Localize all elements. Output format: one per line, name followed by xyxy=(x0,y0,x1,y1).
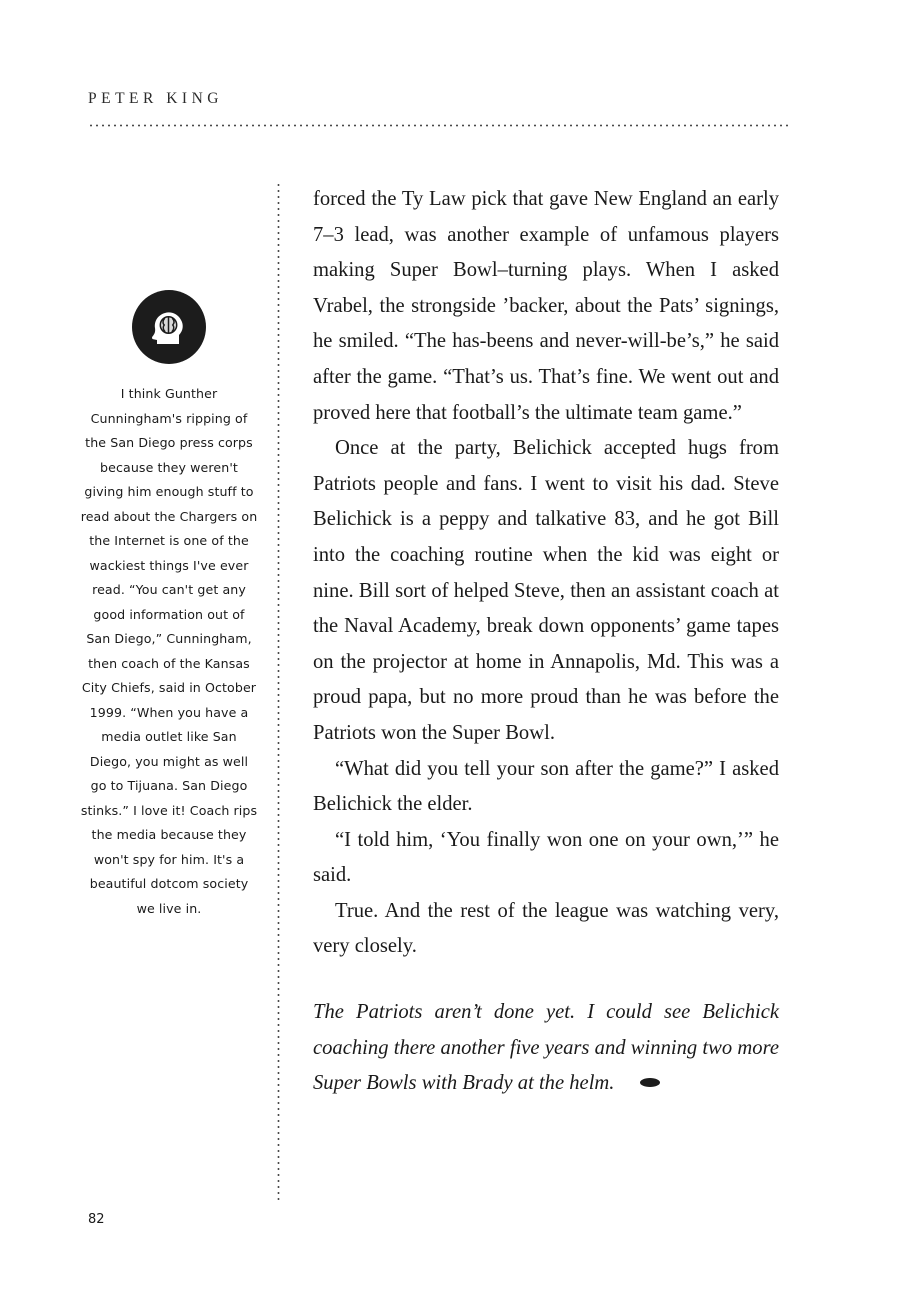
body-paragraph: Once at the party, Belichick accepted hugs from Patriots people and fans. I went to visit his dad. Steve Belichick is a peppy and talkative 83, and he got Bill into the coaching routine when the kid was eight or nine. Bill sort of helped Steve, then an assistant coach at the Naval Academy, break down opponents’ game tapes on the projector at home in Annapolis, Md. This was a proud papa, but no more proud than he was before the Patriots won the Super Bowl. xyxy=(313,437,779,744)
body-paragraph: “I told him, ‘You finally won one on your own,’” he said. xyxy=(313,828,779,887)
page-number: 82 xyxy=(88,1212,105,1227)
brain-head-icon xyxy=(132,290,206,364)
running-head xyxy=(88,90,788,108)
body-paragraph: “What did you tell your son after the game?” I asked Belichick the elder. xyxy=(313,757,779,816)
column-dotted-divider xyxy=(277,182,280,1200)
end-of-article-mark xyxy=(640,1078,660,1087)
body-paragraph: True. And the rest of the league was watching very, very closely. xyxy=(313,899,779,958)
body-paragraph: forced the Ty Law pick that gave New England an early 7–3 lead, was another example of unfamous players making Super Bowl–turning plays. When I asked Vrabel, the strongside ’backer, about the Pats’ signings, he smiled. “The has-beens and never-will-be’s,” he said after the game. “That’s us. That’s fine. We went out and proved here that football’s the ultimate team game.” xyxy=(313,188,779,424)
main-text-column xyxy=(313,182,779,1102)
closing-italic-note xyxy=(313,995,779,1102)
sidebar-note-text: I think Gunther Cunningham's ripping of the San Diego press corps because they weren't giving him enough stuff to read about the Chargers on the Internet is one of the wackiest things I've ever read. “You can't get any good information out of San Diego,” Cunningham, then coach of the Kansas City Chiefs, said in October 1999. “When you have a media outlet like San Diego, you might as well go to Tijuana. San Diego stinks.” I love it! Coach rips the media because they won't spy for him. It's a beautiful dotcom society we live in. xyxy=(80,386,258,916)
closing-italic-text: The Patriots aren’t done yet. I could see Belichick coaching there another five years and winning two more Super Bowls with Brady at the helm. xyxy=(313,1001,779,1095)
running-head-author: PETER KING xyxy=(88,90,223,107)
header-dotted-rule xyxy=(88,124,788,127)
sidebar-note-block xyxy=(80,290,258,921)
